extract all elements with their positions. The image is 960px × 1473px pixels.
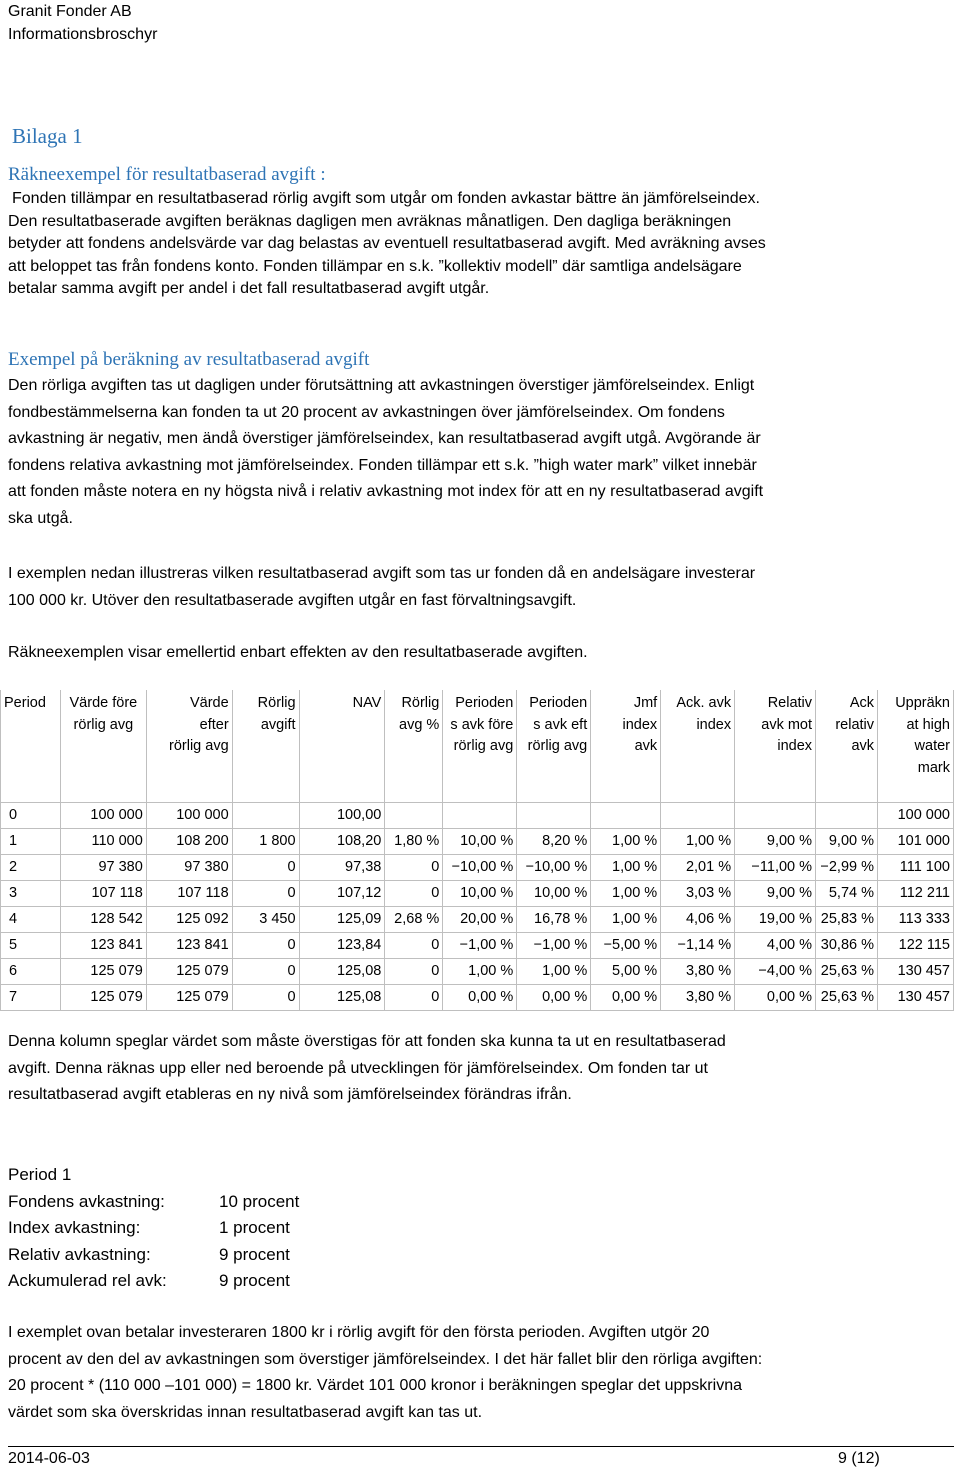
column-header-line: Perioden bbox=[455, 695, 514, 711]
table-cell: 125,08 bbox=[299, 958, 385, 984]
column-header-line: Rörlig bbox=[257, 695, 296, 711]
table-cell: 130 457 bbox=[878, 984, 954, 1010]
summary-label: Relativ avkastning: bbox=[8, 1244, 151, 1264]
table-cell: 97 380 bbox=[146, 854, 232, 880]
column-header-line: s avk före bbox=[450, 716, 514, 733]
period1-summary bbox=[8, 1162, 299, 1295]
footer-divider bbox=[8, 1446, 954, 1447]
table-cell: 125,08 bbox=[299, 984, 385, 1010]
example-explanation-text bbox=[8, 1320, 958, 1426]
table-cell: 10,00 % bbox=[443, 880, 517, 906]
table-cell: 97,38 bbox=[299, 854, 385, 880]
column-header bbox=[232, 690, 299, 794]
text-line: ska utgå. bbox=[8, 509, 73, 527]
table-cell bbox=[232, 802, 299, 828]
spacer-cell bbox=[1, 794, 61, 802]
column-header bbox=[735, 690, 816, 794]
table-cell: 25,63 % bbox=[816, 984, 878, 1010]
spacer-cell bbox=[591, 794, 661, 802]
table-header-row bbox=[1, 690, 954, 794]
column-header-line: Relativ bbox=[767, 695, 813, 711]
table-cell: 125 079 bbox=[60, 984, 146, 1010]
table-cell: 3 bbox=[1, 880, 61, 906]
table-cell: 2 bbox=[1, 854, 61, 880]
text-line: betalar samma avgift per andel i det fall resultatbaserad avgift utgår. bbox=[8, 280, 490, 297]
column-header-line: Perioden bbox=[529, 695, 588, 711]
spacer-cell bbox=[385, 794, 443, 802]
table-cell: −5,00 % bbox=[591, 932, 661, 958]
spacer-cell bbox=[146, 794, 232, 802]
column-header-line: avgift bbox=[260, 716, 296, 733]
text-line: I exemplet ovan betalar investeraren 1800 kr i rörlig avgift för den första perioden. Avgiften utgör 20 bbox=[8, 1324, 710, 1341]
table-cell: 0 bbox=[1, 802, 61, 828]
table-cell: 1 bbox=[1, 828, 61, 854]
table-row bbox=[1, 906, 954, 932]
table-cell: 19,00 % bbox=[735, 906, 816, 932]
table-cell: 0 bbox=[232, 854, 299, 880]
text-line: Fonden tillämpar en resultatbaserad rörlig avgift som utgår om fonden avkastar bättre än jämförelseindex. bbox=[12, 190, 760, 207]
column-header bbox=[591, 690, 661, 794]
table-cell: 2,68 % bbox=[385, 906, 443, 932]
spacer-cell bbox=[232, 794, 299, 802]
table-cell: 25,63 % bbox=[816, 958, 878, 984]
table-cell: −10,00 % bbox=[517, 854, 591, 880]
column-header-line: avk bbox=[634, 738, 658, 754]
table-cell bbox=[385, 802, 443, 828]
text-line: att fonden måste notera en ny högsta nivå i relativ avkastning mot index för att en ny resultatbaserad avgift bbox=[8, 483, 764, 500]
column-header bbox=[661, 690, 735, 794]
text-line: avkastning är negativ, men ändå överstiger jämförelseindex, kan resultatbaserad avgift utgå. Avgörande är bbox=[8, 430, 761, 447]
column-header bbox=[60, 690, 146, 794]
table-cell bbox=[661, 802, 735, 828]
column-header bbox=[816, 690, 878, 794]
spacer-cell bbox=[878, 794, 954, 802]
text-line: resultatbaserad avgift etableras en ny nivå som jämförelseindex förändras ifrån. bbox=[8, 1086, 572, 1103]
table-cell: 107,12 bbox=[299, 880, 385, 906]
column-header-line: avk bbox=[851, 738, 875, 754]
column-header-line: rörlig avg bbox=[453, 738, 514, 754]
table-cell: 112 211 bbox=[878, 880, 954, 906]
column-header-line: Ack. avk bbox=[676, 695, 732, 711]
text-line: I exemplen nedan illustreras vilken resultatbaserad avgift som tas ur fonden då en andelsägare investerar bbox=[8, 565, 756, 582]
text-line: Den rörliga avgiften tas ut dagligen under förutsättning att avkastningen överstiger jämförelseindex. Enligt bbox=[8, 377, 755, 394]
table-cell: −2,99 % bbox=[816, 854, 878, 880]
table-cell: 0,00 % bbox=[591, 984, 661, 1010]
column-header-line: avg % bbox=[399, 716, 440, 733]
column-explanation-text bbox=[8, 1029, 958, 1109]
column-header-line: rörlig avg bbox=[73, 716, 134, 733]
table-cell: 107 118 bbox=[60, 880, 146, 906]
table-cell: 122 115 bbox=[878, 932, 954, 958]
table-cell: 9,00 % bbox=[816, 828, 878, 854]
table-cell: 0 bbox=[232, 984, 299, 1010]
summary-value: 10 procent bbox=[219, 1191, 300, 1211]
table-cell: 107 118 bbox=[146, 880, 232, 906]
table-cell: 110 000 bbox=[60, 828, 146, 854]
table-cell: 1,00 % bbox=[517, 958, 591, 984]
table-cell: 16,78 % bbox=[517, 906, 591, 932]
table-cell: 10,00 % bbox=[517, 880, 591, 906]
text-line: fondens relativa avkastning mot jämförelseindex. Fonden tillämpar ett s.k. ”high water mark” vilket innebär bbox=[8, 456, 757, 474]
table-cell: 97 380 bbox=[60, 854, 146, 880]
investment-text bbox=[8, 561, 958, 614]
table-cell: 1,00 % bbox=[591, 828, 661, 854]
column-header-line: at high bbox=[906, 716, 950, 733]
table-cell: 100 000 bbox=[878, 802, 954, 828]
summary-label: Index avkastning: bbox=[8, 1218, 141, 1237]
table-cell: 128 542 bbox=[60, 906, 146, 932]
spacer-cell bbox=[299, 794, 385, 802]
effect-text: Räkneexemplen visar emellertid enbart effekten av den resultatbaserade avgiften. bbox=[8, 644, 588, 661]
table-cell: 0 bbox=[385, 932, 443, 958]
table-cell bbox=[816, 802, 878, 828]
summary-row bbox=[8, 1189, 299, 1216]
column-header-line: Uppräkn bbox=[895, 695, 950, 711]
spacer-cell bbox=[60, 794, 146, 802]
column-header-line: mark bbox=[917, 759, 950, 776]
table-cell: 100 000 bbox=[60, 802, 146, 828]
table-cell: 4 bbox=[1, 906, 61, 932]
table-cell: 3,80 % bbox=[661, 984, 735, 1010]
table-cell: 0 bbox=[232, 932, 299, 958]
table-cell: 108,20 bbox=[299, 828, 385, 854]
table-cell: 3,03 % bbox=[661, 880, 735, 906]
table-cell: 5,00 % bbox=[591, 958, 661, 984]
column-header-line: efter bbox=[199, 716, 229, 733]
text-line: procent av den del av avkastningen som överstiger jämförelseindex. I det här fallet blir den rörliga avgiften: bbox=[8, 1350, 763, 1368]
summary-value: 1 procent bbox=[219, 1218, 290, 1237]
column-header-line: Värde bbox=[189, 695, 229, 711]
spacer-cell bbox=[517, 794, 591, 802]
table-cell: 130 457 bbox=[878, 958, 954, 984]
calculation-text bbox=[8, 373, 958, 532]
text-line: att beloppet tas från fondens konto. Fonden tillämpar en s.k. ”kollektiv modell” där samtliga andelsägare bbox=[8, 257, 742, 275]
table-cell: 123,84 bbox=[299, 932, 385, 958]
table-row bbox=[1, 854, 954, 880]
table-cell: 0 bbox=[232, 880, 299, 906]
column-header-line: Rörlig bbox=[401, 695, 440, 711]
table-body bbox=[1, 794, 954, 1010]
table-cell: 0,00 % bbox=[443, 984, 517, 1010]
table-cell: 3,80 % bbox=[661, 958, 735, 984]
table-cell: −11,00 % bbox=[735, 854, 816, 880]
table-cell: 123 841 bbox=[60, 932, 146, 958]
column-header bbox=[146, 690, 232, 794]
summary-row bbox=[8, 1268, 299, 1295]
summary-value: 9 procent bbox=[219, 1271, 290, 1290]
column-header-line: Ack bbox=[849, 695, 875, 711]
table-cell: −1,00 % bbox=[443, 932, 517, 958]
text-line: avgift. Denna räknas upp eller ned beroende på utvecklingen för jämförelseindex. Om fonden tar ut bbox=[8, 1059, 708, 1077]
table-cell: 30,86 % bbox=[816, 932, 878, 958]
column-header-line: index bbox=[777, 738, 813, 754]
text-line: Denna kolumn speglar värdet som måste överstigas för att fonden ska kunna ta ut en resultatbaserad bbox=[8, 1033, 726, 1050]
spacer-cell bbox=[816, 794, 878, 802]
table-row bbox=[1, 984, 954, 1010]
table-cell: 0 bbox=[385, 854, 443, 880]
table-cell bbox=[735, 802, 816, 828]
table-cell bbox=[591, 802, 661, 828]
column-header-line: s avk eft bbox=[533, 716, 588, 733]
column-header bbox=[878, 690, 954, 794]
text-line: betyder att fondens andelsvärde var dag belastas av eventuell resultatbaserad avgift. Med avräkning avses bbox=[8, 235, 766, 252]
table-cell: 6 bbox=[1, 958, 61, 984]
spacer-cell bbox=[661, 794, 735, 802]
table-cell: 5 bbox=[1, 932, 61, 958]
table-cell: 1,00 % bbox=[591, 854, 661, 880]
table-cell: −4,00 % bbox=[735, 958, 816, 984]
table-cell: 1,00 % bbox=[591, 880, 661, 906]
table-cell: 4,00 % bbox=[735, 932, 816, 958]
table-cell: 10,00 % bbox=[443, 828, 517, 854]
table-row bbox=[1, 958, 954, 984]
table-cell: 1 800 bbox=[232, 828, 299, 854]
table-cell: 9,00 % bbox=[735, 828, 816, 854]
column-header-line: relativ bbox=[835, 716, 875, 733]
table-cell: 113 333 bbox=[878, 906, 954, 932]
column-header bbox=[517, 690, 591, 794]
table-cell: 125,09 bbox=[299, 906, 385, 932]
company-name: Granit Fonder AB bbox=[8, 3, 132, 20]
column-header-line: Värde före bbox=[69, 695, 138, 711]
text-line: Den resultatbaserade avgiften beräknas dagligen men avräknas månatligen. Den dagliga beräkningen bbox=[8, 212, 732, 230]
table-cell: 108 200 bbox=[146, 828, 232, 854]
table-cell: 1,00 % bbox=[443, 958, 517, 984]
column-header-line: Period bbox=[4, 695, 46, 711]
table-cell: 0 bbox=[385, 958, 443, 984]
column-header bbox=[443, 690, 517, 794]
summary-label: Ackumulerad rel avk: bbox=[8, 1271, 167, 1290]
summary-row bbox=[8, 1215, 299, 1242]
column-header-line: water bbox=[914, 738, 950, 754]
footer-date: 2014-06-03 bbox=[8, 1450, 90, 1467]
column-header-line: index bbox=[696, 716, 732, 733]
document-header bbox=[8, 0, 157, 46]
table-row bbox=[1, 932, 954, 958]
table-cell bbox=[443, 802, 517, 828]
table-cell: 9,00 % bbox=[735, 880, 816, 906]
document-type: Informationsbroschyr bbox=[8, 26, 158, 43]
table-cell: −1,14 % bbox=[661, 932, 735, 958]
table-cell: 0 bbox=[385, 984, 443, 1010]
table-cell: 100 000 bbox=[146, 802, 232, 828]
table-cell bbox=[517, 802, 591, 828]
table-cell: 111 100 bbox=[878, 854, 954, 880]
column-header-line: rörlig avg bbox=[169, 738, 229, 754]
column-header-line: rörlig avg bbox=[527, 738, 588, 754]
table-row bbox=[1, 828, 954, 854]
table-cell: 2,01 % bbox=[661, 854, 735, 880]
column-header-line: Jmf bbox=[633, 695, 658, 711]
period1-title: Period 1 bbox=[8, 1165, 72, 1184]
table-row bbox=[1, 802, 954, 828]
footer-page-number: 9 (12) bbox=[838, 1450, 880, 1467]
column-header-line: index bbox=[622, 716, 658, 733]
table-cell: 8,20 % bbox=[517, 828, 591, 854]
summary-label: Fondens avkastning: bbox=[8, 1191, 165, 1211]
table-cell: 4,06 % bbox=[661, 906, 735, 932]
column-header bbox=[299, 690, 385, 794]
spacer-cell bbox=[735, 794, 816, 802]
table-cell: −10,00 % bbox=[443, 854, 517, 880]
column-header-line: NAV bbox=[352, 695, 382, 711]
section-intro-text bbox=[8, 188, 958, 301]
table-cell: 123 841 bbox=[146, 932, 232, 958]
summary-row bbox=[8, 1242, 299, 1269]
text-line: fondbestämmelserna kan fonden ta ut 20 procent av avkastningen över jämförelseindex. Om fondens bbox=[8, 403, 725, 421]
table-cell: 20,00 % bbox=[443, 906, 517, 932]
summary-value: 9 procent bbox=[219, 1244, 290, 1264]
column-header-line: avk mot bbox=[761, 716, 813, 733]
table-cell: 125 079 bbox=[146, 984, 232, 1010]
table-cell: 0,00 % bbox=[735, 984, 816, 1010]
text-line: 20 procent * (110 000 –101 000) = 1800 kr. Värdet 101 000 kronor i beräkningen speglar det uppskrivna bbox=[8, 1377, 742, 1394]
fee-calculation-table bbox=[0, 690, 954, 1011]
table-cell: 100,00 bbox=[299, 802, 385, 828]
table-cell: 7 bbox=[1, 984, 61, 1010]
table-cell: 0 bbox=[232, 958, 299, 984]
table-cell: 0,00 % bbox=[517, 984, 591, 1010]
column-header bbox=[1, 690, 61, 794]
text-line: 100 000 kr. Utöver den resultatbaserade avgiften utgår en fast förvaltningsavgift. bbox=[8, 591, 577, 609]
table-cell: 1,80 % bbox=[385, 828, 443, 854]
table-spacer-row bbox=[1, 794, 954, 802]
table-cell: 125 079 bbox=[146, 958, 232, 984]
table-cell: 125 079 bbox=[60, 958, 146, 984]
table-cell: 1,00 % bbox=[591, 906, 661, 932]
spacer-cell bbox=[443, 794, 517, 802]
table-cell: 5,74 % bbox=[816, 880, 878, 906]
table-cell: 25,83 % bbox=[816, 906, 878, 932]
table-cell: 101 000 bbox=[878, 828, 954, 854]
table-cell: 125 092 bbox=[146, 906, 232, 932]
appendix-title: Bilaga 1 bbox=[12, 124, 83, 148]
text-line: värdet som ska överskridas innan resultatbaserad avgift kan tas ut. bbox=[8, 1403, 483, 1421]
column-header bbox=[385, 690, 443, 794]
table-cell: 3 450 bbox=[232, 906, 299, 932]
table-row bbox=[1, 880, 954, 906]
table-cell: −1,00 % bbox=[517, 932, 591, 958]
section-title-calculation: Exempel på beräkning av resultatbaserad avgift bbox=[8, 349, 370, 370]
section-title-example: Räkneexempel för resultatbaserad avgift : bbox=[8, 164, 326, 185]
table-cell: 1,00 % bbox=[661, 828, 735, 854]
table-cell: 0 bbox=[385, 880, 443, 906]
